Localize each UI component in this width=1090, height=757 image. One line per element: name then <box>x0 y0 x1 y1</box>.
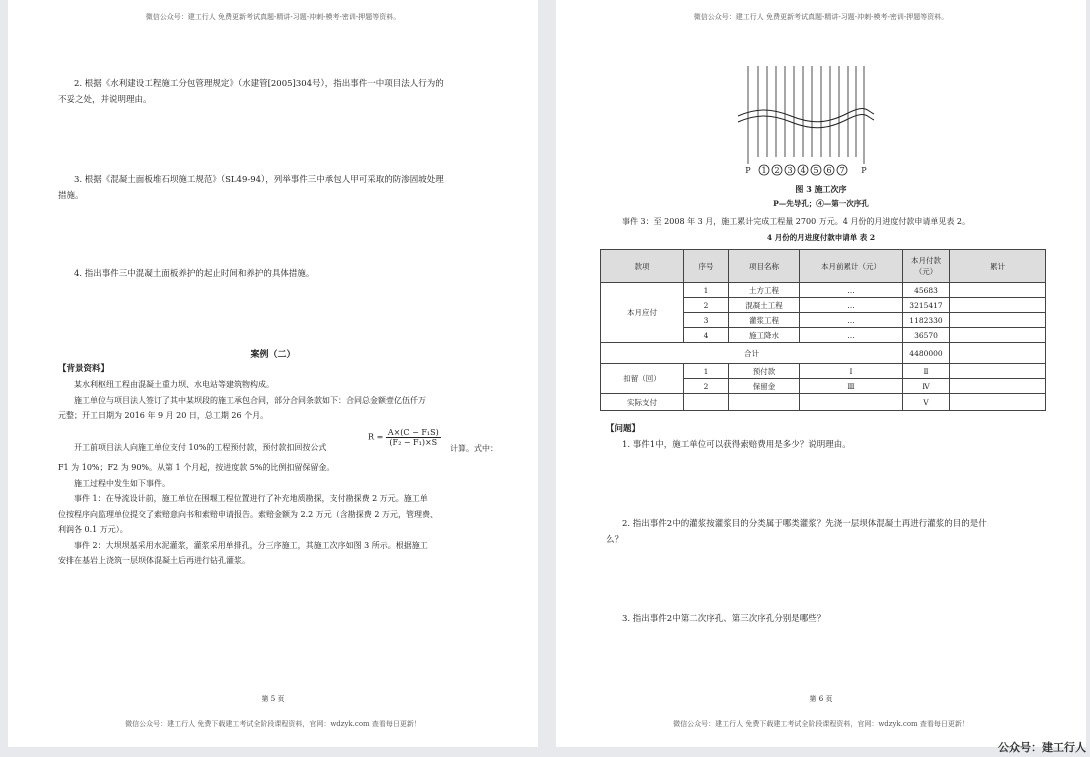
cell-amount: 3215417 <box>903 298 950 313</box>
cell-amount: Ⅳ <box>903 379 950 394</box>
page-footer: 微信公众号：建工行人 免费下载建工考试全阶段课程资料，官网：wdzyk.com 查看每日更新！ <box>673 720 969 728</box>
cell-empty <box>684 394 729 411</box>
bg-para-3-tail: 计算。式中： <box>450 444 498 453</box>
page-header: 微信公众号：建工行人 免费更新考试真题-精讲-习题-冲刺-模考-密训-押题等资料。 <box>693 13 949 21</box>
bg-para-3: 开工前项目法人向施工单位支付 10%的工程预付款，预付款扣回按公式 <box>74 443 327 452</box>
cell-cumulative <box>950 283 1046 298</box>
cell-no: 2 <box>684 379 729 394</box>
page-6 <box>556 0 1086 747</box>
cell-no: 3 <box>684 313 729 328</box>
subtotal-label: 合计 <box>601 343 903 364</box>
cell-no: 2 <box>684 298 729 313</box>
cell-name: 施工降水 <box>729 328 800 343</box>
cell-no: 4 <box>684 328 729 343</box>
question-2-cont: 不妥之处，并说明理由。 <box>58 95 152 105</box>
question-4: 4. 指出事件三中混凝土面板养护的起止时间和养护的具体措施。 <box>74 269 315 279</box>
bg-para-3-wrap <box>58 440 358 456</box>
cell-cumulative <box>950 379 1046 394</box>
actual-amount: Ⅴ <box>903 394 950 411</box>
group-payable: 本月应付 <box>601 283 684 343</box>
cell-prev: … <box>800 298 903 313</box>
label-p-left: P <box>745 166 751 175</box>
bg-para-3b: F1 为 10%；F2 为 90%。从第 1 个月起，按进度款 5%的比例扣留保留金。 <box>58 463 335 472</box>
cell-amount: Ⅱ <box>903 364 950 379</box>
label-p-right: P <box>861 166 867 175</box>
page-number: 第 5 页 <box>261 695 285 703</box>
label-7: 7 <box>839 166 845 175</box>
page-header: 微信公众号：建工行人 免费更新考试真题-精讲-习题-冲刺-模考-密训-押题等资料。 <box>145 13 401 21</box>
cell-prev: … <box>800 328 903 343</box>
cell-amount: 1182330 <box>903 313 950 328</box>
th-prev: 本月前累计（元） <box>800 250 903 283</box>
th-name: 项目名称 <box>729 250 800 283</box>
cell-name: 灌浆工程 <box>729 313 800 328</box>
th-no: 序号 <box>684 250 729 283</box>
label-2: 2 <box>774 166 780 175</box>
question-1: 1. 事件1中，施工单位可以获得索赔费用是多少？说明理由。 <box>622 440 851 450</box>
payment-request-table <box>600 249 1046 411</box>
bg-para-1: 某水利枢纽工程由混凝土重力坝、水电站等建筑物构成。 <box>74 380 274 389</box>
label-1: 1 <box>761 166 767 175</box>
cell-name: 保留金 <box>729 379 800 394</box>
advance-formula <box>368 428 441 447</box>
question-3: 3. 根据《混凝土面板堆石坝施工规范》（SL49-94），列举事件三中承包人甲可采取的防渗固坡处理 <box>74 175 444 185</box>
formula-lhs: R = <box>368 432 384 442</box>
background-text <box>58 377 490 424</box>
event-1c: 利润各 0.1 万元）。 <box>58 525 128 534</box>
event-2: 事件 2：大坝坝基采用水泥灌浆，灌浆采用单排孔，分三序施工，其施工次序如图 3 所示。根据施工 <box>74 540 428 550</box>
bg-para-2b: 元整；开工日期为 2016 年 9 月 20 日，总工期 26 个月。 <box>58 411 269 420</box>
table-row-actual <box>601 394 1046 411</box>
cell-name: 预付款 <box>729 364 800 379</box>
cell-no: 1 <box>684 364 729 379</box>
table-row <box>601 364 1046 379</box>
cell-empty <box>950 394 1046 411</box>
actual-label: 实际支付 <box>601 394 684 411</box>
cell-prev: Ⅲ <box>800 379 903 394</box>
table-header-row <box>601 250 1046 283</box>
label-6: 6 <box>826 166 832 175</box>
th-amount: 本月付款（元） <box>903 250 950 283</box>
page-number: 第 6 页 <box>809 695 833 703</box>
cell-cumulative <box>950 298 1046 313</box>
construction-sequence-figure <box>736 64 876 178</box>
label-3: 3 <box>787 166 793 175</box>
event-1: 事件 1：在导流设计前，施工单位在围堰工程位置进行了补充地质勘探，支付勘探费 2 万元。施工单 <box>74 494 428 503</box>
cell-cumulative <box>950 328 1046 343</box>
event-1b: 位按程序向监理单位提交了索赔意向书和索赔申请报告。索赔金额为 2.2 万元（含勘探费 2 万元，管理费、 <box>58 509 438 519</box>
cell-cumulative <box>950 364 1046 379</box>
question-3: 3. 指出事件2中第二次序孔、第三次序孔分别是哪些？ <box>622 614 826 624</box>
subtotal-amount: 4480000 <box>903 343 950 364</box>
cell-cumulative <box>950 343 1046 364</box>
cell-amount: 36570 <box>903 328 950 343</box>
page-5 <box>8 0 538 747</box>
cell-name: 土方工程 <box>729 283 800 298</box>
bg-para-2: 施工单位与项目法人签订了其中某坝段的施工承包合同，部分合同条款如下：合同总金额壹亿伍仟万 <box>74 395 426 405</box>
question-2: 2. 指出事件2中的灌浆按灌浆目的分类属于哪类灌浆？先浇一层坝体混凝土再进行灌浆的目的是什 <box>622 519 987 529</box>
cell-cumulative <box>950 313 1046 328</box>
label-4: 4 <box>800 166 806 175</box>
th-item: 款项 <box>601 250 684 283</box>
cell-empty <box>800 394 903 411</box>
cell-prev: Ⅰ <box>800 364 903 379</box>
cell-name: 混凝土工程 <box>729 298 800 313</box>
formula-fraction <box>386 428 441 447</box>
bg-para-4: 施工过程中发生如下事件。 <box>74 478 170 488</box>
event-3: 事件 3：至 2008 年 3 月，施工累计完成工程量 2700 万元。4 月份的月进度付款申请单见表 2。 <box>622 217 970 226</box>
page-footer: 微信公众号：建工行人 免费下载建工考试全阶段课程资料，官网：wdzyk.com 查看每日更新！ <box>125 720 421 728</box>
table-row-subtotal <box>601 343 1046 364</box>
question-2-cont: 么？ <box>606 535 624 545</box>
cell-prev: … <box>800 313 903 328</box>
question-3-cont: 措施。 <box>58 191 84 201</box>
event-2b: 安排在基岩上浇筑一层坝体混凝土后再进行钻孔灌浆。 <box>58 556 250 565</box>
group-deduction: 扣留（回） <box>601 364 684 394</box>
questions-label: 【问题】 <box>606 424 641 434</box>
formula-denominator: (F₂ − F₁)×S <box>389 438 438 447</box>
figure-subcaption: P—先导孔；④—第一次序孔 <box>773 199 869 208</box>
cell-empty <box>729 394 800 411</box>
label-5: 5 <box>813 166 819 175</box>
table-row <box>601 283 1046 298</box>
th-cumulative: 累计 <box>950 250 1046 283</box>
case-title: 案例（二） <box>250 350 296 360</box>
cell-no: 1 <box>684 283 729 298</box>
watermark: 公众号：建工行人 <box>998 741 1086 754</box>
question-2: 2. 根据《水利建设工程施工分包管理规定》（水建管[2005]304号），指出事件一中项目法人行为的 <box>74 79 444 89</box>
cell-prev: … <box>800 283 903 298</box>
background-label: 【背景资料】 <box>58 364 110 374</box>
event-text <box>58 460 490 569</box>
table-caption: 4 月份的月进度付款申请单 表 2 <box>766 233 876 242</box>
formula-numerator: A×(C − F₁S) <box>387 428 439 437</box>
cell-amount: 45683 <box>903 283 950 298</box>
figure-caption: 图 3 施工次序 <box>795 184 847 194</box>
